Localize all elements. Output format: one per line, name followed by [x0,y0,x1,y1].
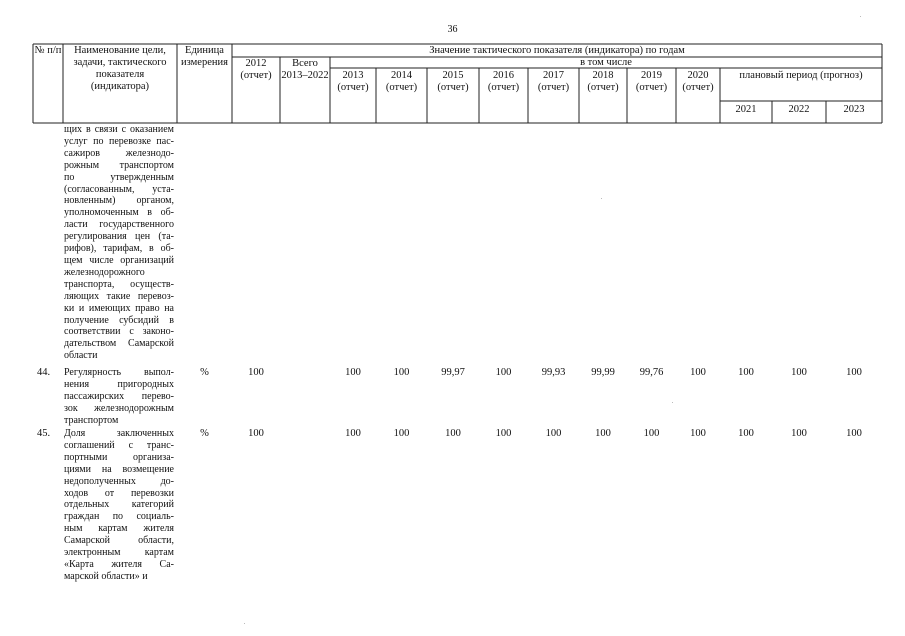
description-line: щем числе организаций [64,254,174,266]
row-value-cell: 100 [345,367,361,378]
plan-year-2022: 2022 [788,104,810,115]
row-value-cell: 100 [393,428,410,439]
row-value-cell: 100 [791,367,807,378]
year-header-year: Всего [292,58,318,69]
description-line: железнодорожного [64,266,145,278]
description-line: марской области» и [64,570,148,582]
year-header-cell [330,70,376,94]
description-line: пассажирских перево- [64,390,174,402]
description-line: транспортом [64,414,119,426]
header-name [63,45,177,93]
description-line: регулирования цен (та- [64,231,174,243]
description-line: соглашений с транс- [64,439,174,451]
header-name-line: показателя [95,69,145,80]
row-value-cell: 100 [595,428,611,439]
row-value-cell: 100 [495,367,512,378]
description-line: щих в связи с оказанием [64,124,174,135]
row-value-cell: 100 [248,367,264,378]
description-line: недополученных до- [64,475,174,487]
row-number: 44. [37,367,51,378]
year-header-cell [676,70,720,94]
row-value-cell: 99,97 [441,367,465,378]
year-header-cell [579,70,627,94]
row-value-cell: 100 [738,428,754,439]
description-line: услуг по перевозке пас- [64,135,174,147]
year-header-year: 2017 [543,70,564,81]
year-header-note: (отчет) [437,82,469,93]
year-header-note: (отчет) [682,82,714,93]
description-line: зок железнодорожным [64,402,174,414]
description-line: сажиров железнодо- [64,147,174,159]
year-header-cell [232,58,280,82]
year-header-year: 2012 [245,58,267,69]
description-line: Регулярность выпол- [64,367,174,378]
year-header-year: 2013 [342,70,364,81]
year-header-note: (отчет) [385,82,418,93]
year-header-cell [627,70,676,94]
header-name-line: задачи, тактического [73,57,167,68]
row-value-cell: 100 [791,428,807,439]
row-value-cell: 100 [690,367,706,378]
year-header-cell [280,58,330,82]
row-indicator-name [64,367,174,427]
description-line: «Карта жителя Са- [64,558,174,570]
year-header-note: (отчет) [337,82,369,93]
description-line: уполномоченным в об- [64,207,174,219]
row-indicator-name [64,428,174,583]
year-header-year: 2020 [687,70,709,81]
description-line: граждан по социаль- [64,511,174,523]
header-subgroup: в том числе [580,57,632,68]
description-line: ласти государственного [64,219,174,231]
row-unit: % [200,428,209,439]
description-line: рожным транспортом [64,159,174,171]
year-header-cell [479,70,528,94]
description-line: электронным картам [64,547,174,559]
year-header-note: 2013–2022 [281,70,329,81]
description-line: отдельных категорий [64,499,174,511]
header-group-title: Значение тактического показателя (индикатора) по годам [429,45,685,56]
year-header-note: (отчет) [537,82,570,93]
row-value-cell: 100 [690,428,706,439]
row-value-cell: 99,76 [639,367,664,378]
description-line: дательством Самарской [64,338,174,350]
description-line: ным картам жителя [64,523,174,535]
year-header-cell [528,70,579,94]
description-line: ляющих такие перевоз- [64,290,174,302]
year-header-note: (отчет) [487,82,520,93]
description-line: соответствии с законо- [64,326,174,338]
description-line: циями на возмещение [64,463,174,475]
row-value-cell: 100 [393,367,410,378]
header-unit-line: Единица [185,45,224,56]
description-line: Доля заключенных [64,428,174,439]
row-unit: % [200,367,209,378]
scan-speck [672,402,673,403]
year-header-year: 2018 [592,70,614,81]
row-value-cell: 100 [846,367,862,378]
description-line: транспорта, осуществ- [64,278,174,290]
description-line: портными организа- [64,451,174,463]
description-line: (согласованным, уста- [64,183,174,195]
description-line: ходов от перевозки [64,487,174,499]
plan-year-2023: 2023 [843,104,865,115]
description-line: Самарской области, [64,535,174,547]
description-line: по утвержденным [64,171,174,183]
row-value-cell: 100 [738,367,754,378]
description-line: нения пригородных [64,378,174,390]
year-header-year: 2014 [391,70,412,81]
row-value-cell: 100 [345,428,361,439]
row-value-cell: 100 [248,428,264,439]
year-header-cell [376,70,427,94]
description-line: новленным) органом, [64,195,174,207]
year-header-year: 2015 [442,70,464,81]
header-num: № п/п [34,45,62,56]
continuation-text [64,124,174,362]
row-value-cell: 100 [545,428,562,439]
row-value-cell: 99,93 [541,367,566,378]
year-header-note: (отчет) [587,82,619,93]
description-line: ки и имеющих право на [64,302,174,314]
description-line: получение субсидий в [64,314,174,326]
row-value-cell: 100 [495,428,512,439]
description-line: рифов), тарифам, в об- [64,243,174,255]
year-header-note: (отчет) [240,70,272,81]
scan-speck [601,198,602,199]
row-value-cell: 100 [643,428,660,439]
scan-speck [244,623,245,624]
header-planned: плановый период (прогноз) [739,70,863,81]
year-header-year: 2016 [493,70,514,81]
header-name-line: Наименование цели, [74,45,166,56]
page-number: 36 [447,24,458,35]
header-name-line: (индикатора) [90,81,150,92]
row-value-cell: 100 [445,428,461,439]
description-line: области [64,350,98,362]
header-unit-line: измерения [181,57,228,68]
row-value-cell: 100 [846,428,862,439]
header-unit [177,45,232,69]
row-value-cell: 99,99 [591,367,615,378]
year-header-year: 2019 [641,70,662,81]
year-header-cell [427,70,479,94]
year-header-note: (отчет) [635,82,668,93]
plan-year-2021: 2021 [735,104,757,115]
scan-speck [860,16,861,17]
row-number: 45. [37,428,51,439]
